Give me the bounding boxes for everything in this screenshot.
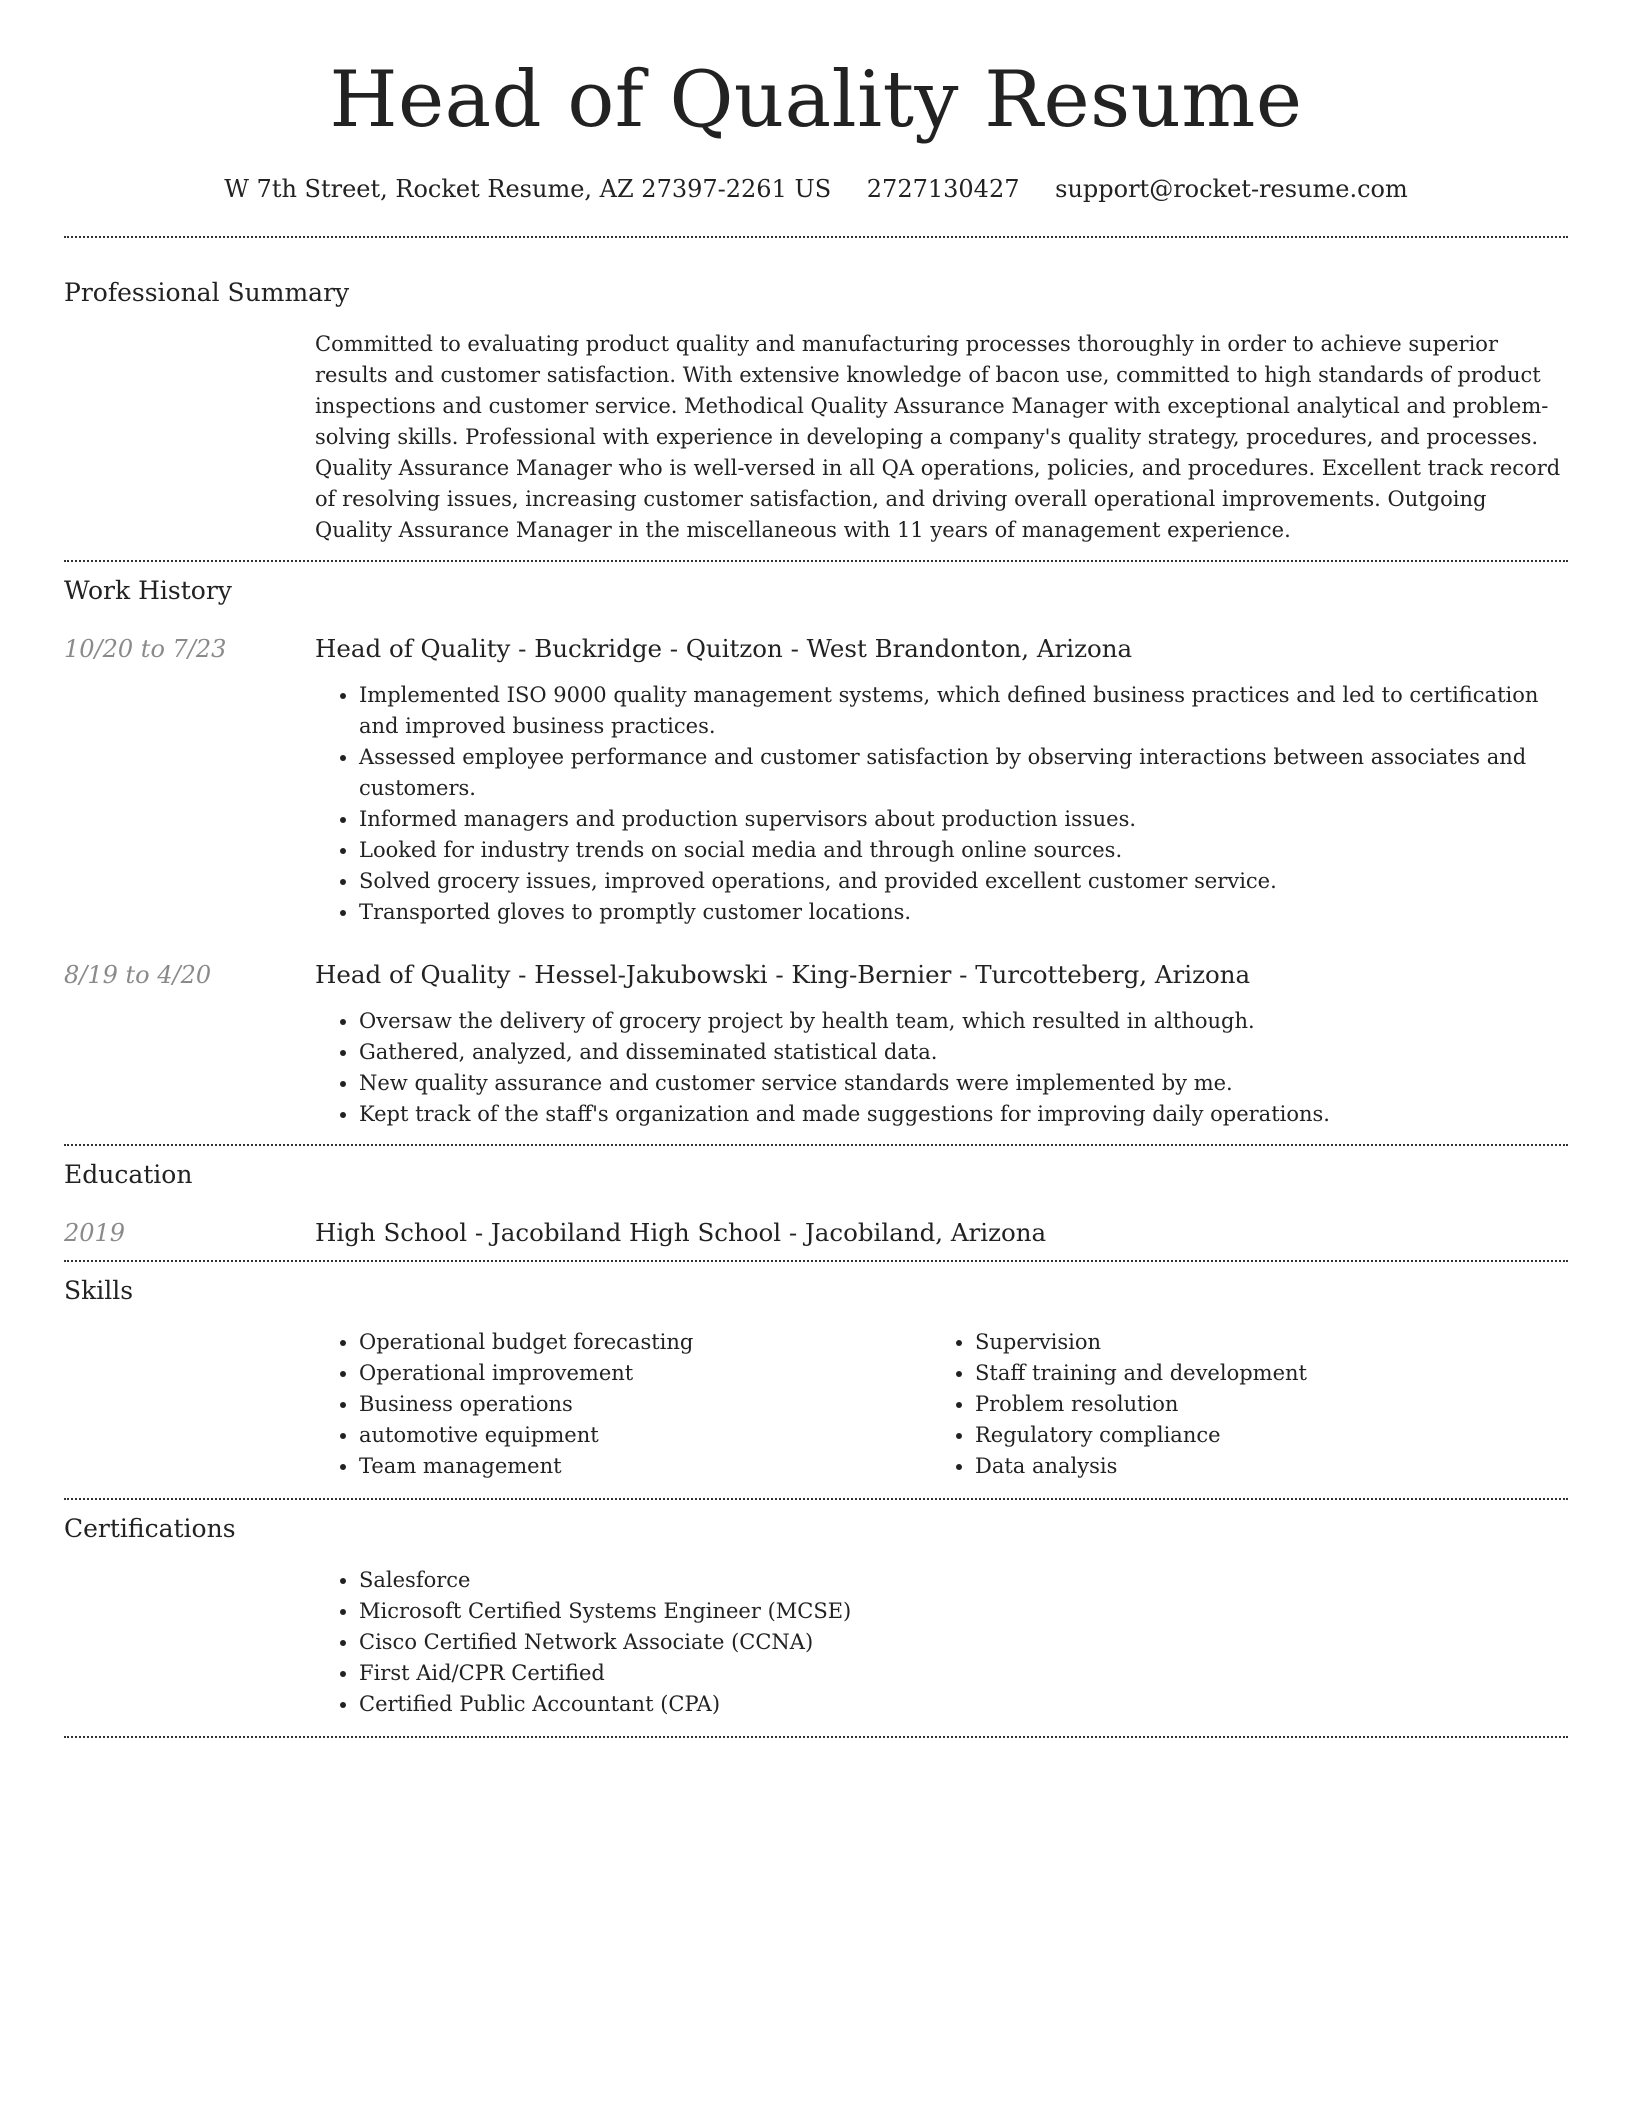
job-body (315, 958, 1568, 1130)
job-title-line: Head of Quality - Hessel-Jakubowski - King-Bernier - Turcotteberg, Arizona (315, 960, 1251, 989)
job-bullets (315, 1006, 1568, 1130)
list-item: • Salesforce (359, 1565, 1568, 1596)
list-item: • Transported gloves to promptly customer locations. (359, 897, 1568, 928)
list-item: • Microsoft Certified Systems Engineer (MCSE) (359, 1596, 1568, 1627)
section-divider (64, 1736, 1568, 1738)
list-item: • New quality assurance and customer service standards were implemented by me. (359, 1068, 1568, 1099)
certifications-list (315, 1565, 1568, 1720)
list-item: • Gathered, analyzed, and disseminated statistical data. (359, 1037, 1568, 1068)
certifications-items (315, 1565, 1568, 1720)
skills-list-right (931, 1327, 1547, 1482)
list-item: • Operational budget forecasting (359, 1327, 931, 1358)
contact-address: W 7th Street, Rocket Resume, AZ 27397-2261 US (224, 175, 832, 203)
list-item: • Informed managers and production supervisors about production issues. (359, 804, 1568, 835)
certifications-heading: Certifications (64, 1514, 236, 1543)
education-line: High School - Jacobiland High School - Jacobiland, Arizona (315, 1218, 1047, 1247)
skills-grid (315, 1327, 1568, 1482)
education-heading: Education (64, 1160, 193, 1189)
list-item: • Problem resolution (975, 1389, 1547, 1420)
job-entry (64, 632, 1568, 928)
education-year: 2019 (64, 1219, 126, 1247)
contact-line (64, 172, 1568, 206)
job-entry (64, 958, 1568, 1130)
work-history-heading: Work History (64, 576, 232, 605)
list-item: • Supervision (975, 1327, 1547, 1358)
list-item: • Kept track of the staff's organization and made suggestions for improving daily operations. (359, 1099, 1568, 1130)
list-item: • Team management (359, 1451, 931, 1482)
education-section (64, 1146, 1568, 1260)
job-bullets (315, 680, 1568, 928)
list-item: • Regulatory compliance (975, 1420, 1547, 1451)
list-item: • Operational improvement (359, 1358, 931, 1389)
list-item: • Staff training and development (975, 1358, 1547, 1389)
job-dates: 10/20 to 7/23 (64, 635, 227, 663)
certifications-section (64, 1500, 1568, 1736)
work-history-section (64, 562, 1568, 1144)
skills-section (64, 1262, 1568, 1498)
contact-phone: 2727130427 (866, 175, 1020, 203)
contact-email: support@rocket-resume.com (1055, 175, 1408, 203)
list-item: • Cisco Certified Network Associate (CCNA) (359, 1627, 1568, 1658)
job-dates: 8/19 to 4/20 (64, 961, 212, 989)
list-item: • First Aid/CPR Certified (359, 1658, 1568, 1689)
job-title-line: Head of Quality - Buckridge - Quitzon - West Brandonton, Arizona (315, 634, 1133, 663)
education-entry (64, 1216, 1568, 1250)
skills-list-left (315, 1327, 931, 1482)
list-item: • Assessed employee performance and customer satisfaction by observing interactions between associates and customers. (359, 742, 1568, 804)
summary-text: Committed to evaluating product quality and manufacturing processes thoroughly in order to achieve superior results and customer satisfaction. With extensive knowledge of bacon use, committed to high standards of product inspections and customer service. Methodical Quality Assurance Manager with exceptional analytical and problem-solving skills. Professional with experience in developing a company's quality strategy, procedures, and processes. Quality Assurance Manager who is well-versed in all QA operations, policies, and procedures. Excellent track record of resolving issues, increasing customer satisfaction, and driving overall operational improvements. Outgoing Quality Assurance Manager in the miscellaneous with 11 years of management experience. (315, 332, 1561, 542)
list-item: • Solved grocery issues, improved operations, and provided excellent customer service. (359, 866, 1568, 897)
list-item: • Business operations (359, 1389, 931, 1420)
list-item: • Implemented ISO 9000 quality management systems, which defined business practices and led to certification and improved business practices. (359, 680, 1568, 742)
summary-heading: Professional Summary (64, 278, 350, 307)
list-item: • Oversaw the delivery of grocery project by health team, which resulted in although. (359, 1006, 1568, 1037)
skills-heading: Skills (64, 1276, 134, 1305)
list-item: • Looked for industry trends on social media and through online sources. (359, 835, 1568, 866)
summary-section (64, 238, 1568, 560)
job-body (315, 632, 1568, 928)
resume-title: Head of Quality Resume (329, 55, 1303, 145)
education-body (315, 1216, 1568, 1250)
list-item: • Data analysis (975, 1451, 1547, 1482)
list-item: • automotive equipment (359, 1420, 931, 1451)
list-item: • Certified Public Accountant (CPA) (359, 1689, 1568, 1720)
